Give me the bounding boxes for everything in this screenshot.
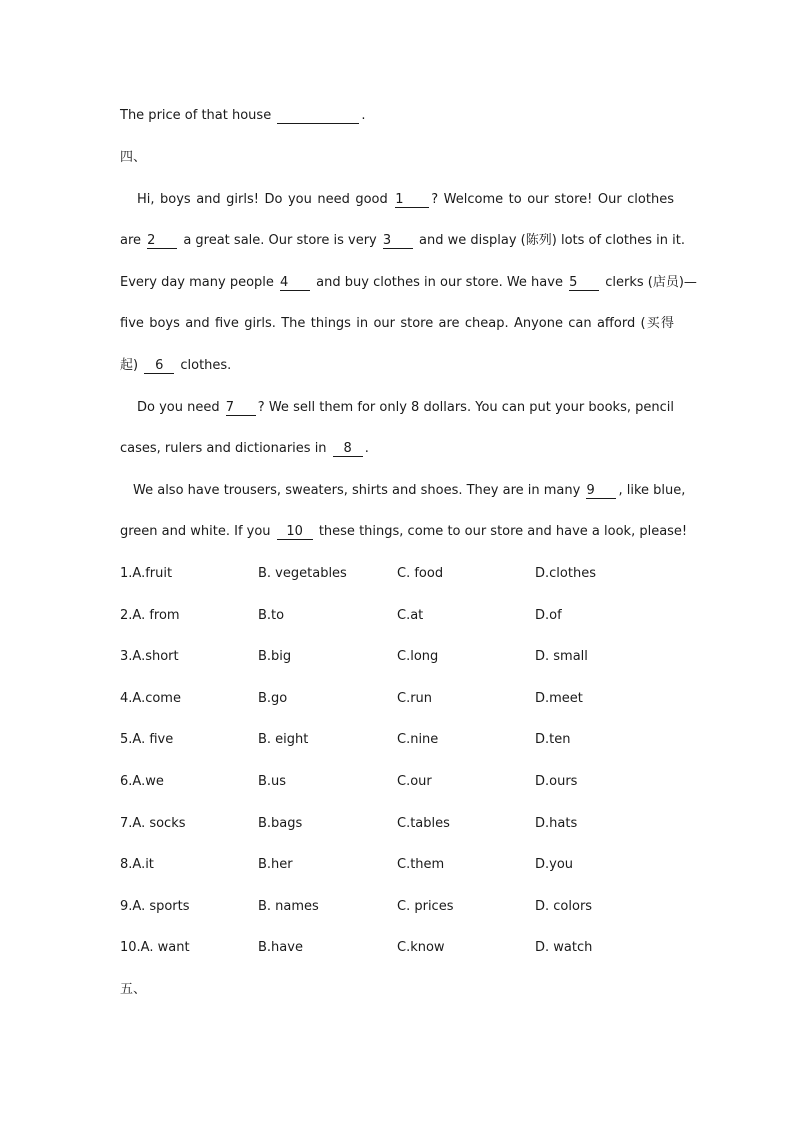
passage-text: , like blue,	[618, 483, 686, 498]
passage-text: ? We sell them for only 8 dollars. You can put your books, pencil	[257, 400, 674, 415]
passage-line	[137, 191, 674, 209]
cloze-blank-1: 1	[395, 192, 429, 208]
option-a: 7.A. socks	[120, 816, 186, 831]
option-c: C. food	[397, 566, 444, 581]
option-row	[0, 731, 794, 749]
option-d: D.hats	[535, 816, 578, 831]
passage-line	[133, 482, 686, 500]
passage-text: .	[364, 441, 369, 456]
passage-text: and we display (陈列) lots of clothes in it.	[419, 233, 685, 248]
passage-text: are	[120, 233, 142, 248]
passage-line	[120, 523, 688, 541]
cloze-blank-6: 6	[144, 358, 174, 374]
option-row	[0, 773, 794, 791]
option-b: B.bags	[258, 816, 303, 831]
option-a: 3.A.short	[120, 649, 179, 664]
option-b: B. eight	[258, 732, 309, 747]
passage-text: these things, come to our store and have a look, please!	[318, 524, 688, 539]
option-d: D.meet	[535, 691, 583, 706]
option-c: C.at	[397, 608, 424, 623]
price-answer-blank	[277, 108, 359, 124]
option-b: B.big	[258, 649, 292, 664]
passage-text: five boys and five girls. The things in our store are cheap. Anyone can afford (买得	[120, 316, 674, 331]
option-c: C.our	[397, 774, 432, 789]
price-sentence	[120, 107, 674, 125]
option-row	[0, 690, 794, 708]
cloze-blank-2: 2	[147, 233, 177, 249]
option-c: C.long	[397, 649, 439, 664]
passage-text: a great sale. Our store is very	[183, 233, 377, 248]
option-d: D. small	[535, 649, 588, 664]
option-row	[0, 939, 794, 957]
option-row	[0, 565, 794, 583]
option-c: C.them	[397, 857, 445, 872]
option-b: B. vegetables	[258, 566, 347, 581]
option-b: B.to	[258, 608, 285, 623]
option-row	[0, 607, 794, 625]
price-sentence-end: .	[361, 108, 366, 123]
option-row	[0, 856, 794, 874]
passage-text: Every day many people	[120, 275, 274, 290]
option-b: B.have	[258, 940, 303, 955]
option-row	[0, 815, 794, 833]
passage-text: clerks (店员)—	[605, 275, 697, 290]
passage-text: We also have trousers, sweaters, shirts and shoes. They are in many	[133, 483, 581, 498]
passage-text: ? Welcome to our store! Our clothes	[431, 192, 674, 207]
option-a: 1.A.fruit	[120, 566, 173, 581]
passage-line	[137, 399, 674, 417]
option-c: C.nine	[397, 732, 439, 747]
passage-text: Do you need	[137, 400, 220, 415]
passage-line	[120, 357, 674, 375]
cloze-blank-5: 5	[569, 275, 599, 291]
option-b: B.go	[258, 691, 288, 706]
price-sentence-text: The price of that house	[120, 108, 272, 123]
option-d: D.of	[535, 608, 562, 623]
option-c: C.tables	[397, 816, 450, 831]
option-b: B.us	[258, 774, 287, 789]
option-d: D.you	[535, 857, 574, 872]
option-d: D.clothes	[535, 566, 596, 581]
passage-line	[120, 315, 674, 333]
option-a: 2.A. from	[120, 608, 180, 623]
section-5-heading: 五、	[120, 982, 147, 997]
cloze-blank-9: 9	[586, 483, 616, 499]
option-row	[0, 648, 794, 666]
option-d: D. watch	[535, 940, 593, 955]
option-a: 9.A. sports	[120, 899, 190, 914]
option-d: D.ours	[535, 774, 578, 789]
option-b: B.her	[258, 857, 293, 872]
passage-line	[120, 274, 697, 292]
option-a: 4.A.come	[120, 691, 181, 706]
option-c: C. prices	[397, 899, 454, 914]
option-a: 8.A.it	[120, 857, 154, 872]
option-a: 10.A. want	[120, 940, 190, 955]
passage-text: green and white. If you	[120, 524, 271, 539]
passage-line	[120, 440, 674, 458]
cloze-blank-7: 7	[226, 400, 256, 416]
option-a: 5.A. five	[120, 732, 174, 747]
passage-text: cases, rulers and dictionaries in	[120, 441, 327, 456]
option-d: D.ten	[535, 732, 571, 747]
option-c: C.run	[397, 691, 433, 706]
section-4-heading: 四、	[120, 150, 147, 165]
option-row	[0, 898, 794, 916]
passage-text: clothes.	[180, 358, 232, 373]
passage-line	[120, 232, 685, 250]
passage-text: 起)	[120, 358, 139, 373]
option-d: D. colors	[535, 899, 593, 914]
option-c: C.know	[397, 940, 445, 955]
passage-text: Hi, boys and girls! Do you need good	[137, 192, 388, 207]
cloze-blank-10: 10	[277, 524, 313, 540]
cloze-blank-3: 3	[383, 233, 413, 249]
passage-text: and buy clothes in our store. We have	[316, 275, 563, 290]
cloze-blank-8: 8	[333, 441, 363, 457]
cloze-blank-4: 4	[280, 275, 310, 291]
option-b: B. names	[258, 899, 319, 914]
option-a: 6.A.we	[120, 774, 164, 789]
